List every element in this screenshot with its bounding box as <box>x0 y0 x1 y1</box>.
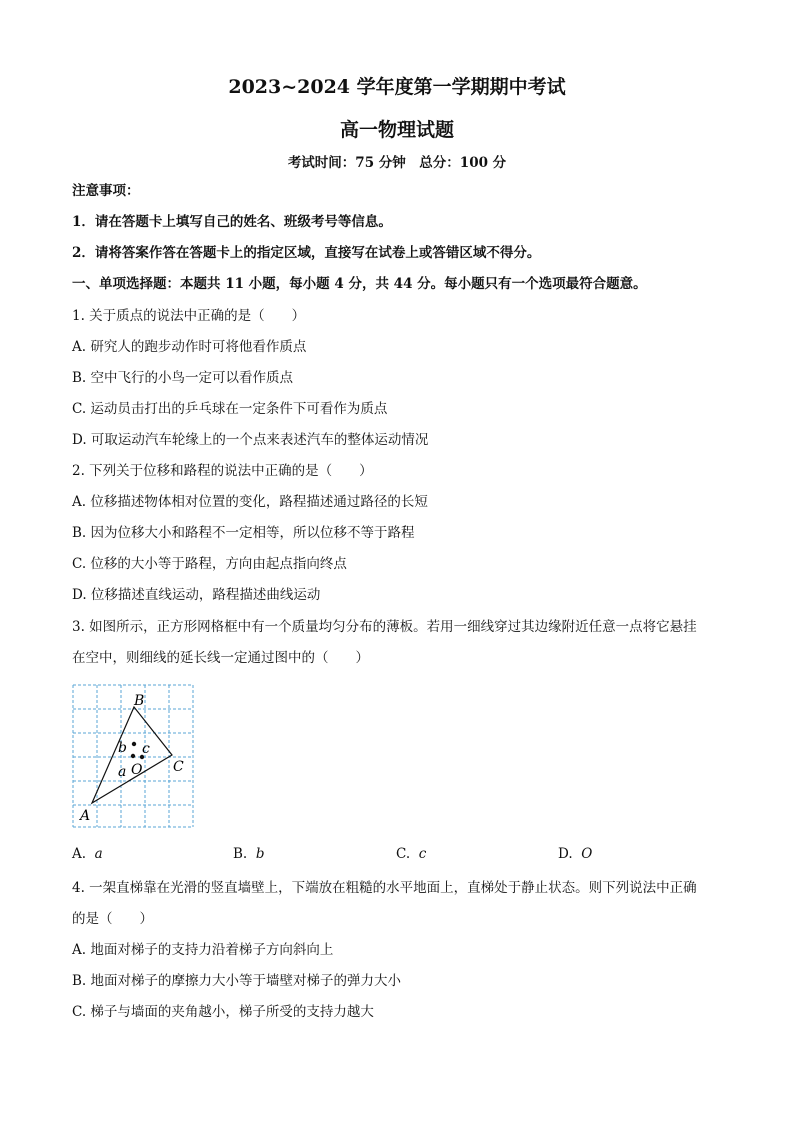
q3-option-d-value: O <box>581 846 593 862</box>
q3-option-d <box>558 846 592 862</box>
label-B: B <box>134 693 145 709</box>
point-b <box>132 742 136 746</box>
q4-option-c: C. 梯子与墙面的夹角越小，梯子所受的支持力越大 <box>72 1004 374 1020</box>
label-a: a <box>118 764 127 780</box>
note-item-1: 1．请在答题卡上填写自己的姓名、班级考号等信息。 <box>72 214 392 230</box>
q1-stem: 1. 关于质点的说法中正确的是（ ） <box>72 308 306 324</box>
q3-grid-figure <box>72 683 196 829</box>
q3-stem-line2: 在空中，则细线的延长线一定通过图中的（ ） <box>72 650 369 666</box>
point-a <box>131 754 135 758</box>
q2-stem: 2. 下列关于位移和路程的说法中正确的是（ ） <box>72 463 373 479</box>
q3-option-d-letter: D. <box>558 846 573 862</box>
label-b: b <box>118 740 127 756</box>
q1-option-b: B. 空中飞行的小鸟一定可以看作质点 <box>72 370 294 386</box>
exam-info: 考试时间：75 分钟 总分：100 分 <box>287 155 507 171</box>
note-item-2: 2．请将答案作答在答题卡上的指定区域，直接写在试卷上或答错区域不得分。 <box>72 245 541 261</box>
q3-option-c-letter: C. <box>396 846 411 862</box>
notes-heading: 注意事项： <box>72 183 140 199</box>
q2-option-c: C. 位移的大小等于路程，方向由起点指向终点 <box>72 556 347 572</box>
q1-option-c: C. 运动员击打出的乒乓球在一定条件下可看作为质点 <box>72 401 388 417</box>
q4-option-a: A. 地面对梯子的支持力沿着梯子方向斜向上 <box>72 942 334 958</box>
q1-option-d: D. 可取运动汽车轮缘上的一个点来表述汽车的整体运动情况 <box>72 432 429 448</box>
q4-stem-line2: 的是（ ） <box>72 911 153 927</box>
label-A: A <box>80 808 91 824</box>
q3-option-b-value: b <box>255 846 265 862</box>
q3-option-c <box>396 846 426 862</box>
label-C: C <box>173 759 184 775</box>
q3-option-a <box>72 846 103 862</box>
q4-option-b: B. 地面对梯子的摩擦力大小等于墙壁对梯子的弹力大小 <box>72 973 402 989</box>
q3-option-b <box>233 846 264 862</box>
section-heading: 一、单项选择题：本题共 11 小题，每小题 4 分，共 44 分。每小题只有一个选项最符合题意。 <box>72 276 647 292</box>
q2-option-a: A. 位移描述物体相对位置的变化，路程描述通过路径的长短 <box>72 494 428 510</box>
q2-option-d: D. 位移描述直线运动，路程描述曲线运动 <box>72 587 321 603</box>
q3-stem-line1: 3. 如图所示，正方形网格框中有一个质量均匀分布的薄板。若用一细线穿过其边缘附近任意一点将它悬挂 <box>72 619 697 635</box>
q3-option-b-letter: B. <box>233 846 248 862</box>
exam-title: 2023~2024 学年度第一学期期中考试 <box>228 76 566 98</box>
q3-option-c-value: c <box>418 846 427 862</box>
label-O: O <box>131 762 143 778</box>
exam-subtitle: 高一物理试题 <box>339 119 454 141</box>
label-c: c <box>142 741 150 757</box>
q2-option-b: B. 因为位移大小和路程不一定相等，所以位移不等于路程 <box>72 525 415 541</box>
q1-option-a: A. 研究人的跑步动作时可将他看作质点 <box>72 339 307 355</box>
q3-option-a-value: a <box>94 846 103 862</box>
q4-stem-line1: 4. 一架直梯靠在光滑的竖直墙壁上，下端放在粗糙的水平地面上，直梯处于静止状态。则下列说法中正确 <box>72 880 697 896</box>
q3-option-a-letter: A. <box>72 846 87 862</box>
